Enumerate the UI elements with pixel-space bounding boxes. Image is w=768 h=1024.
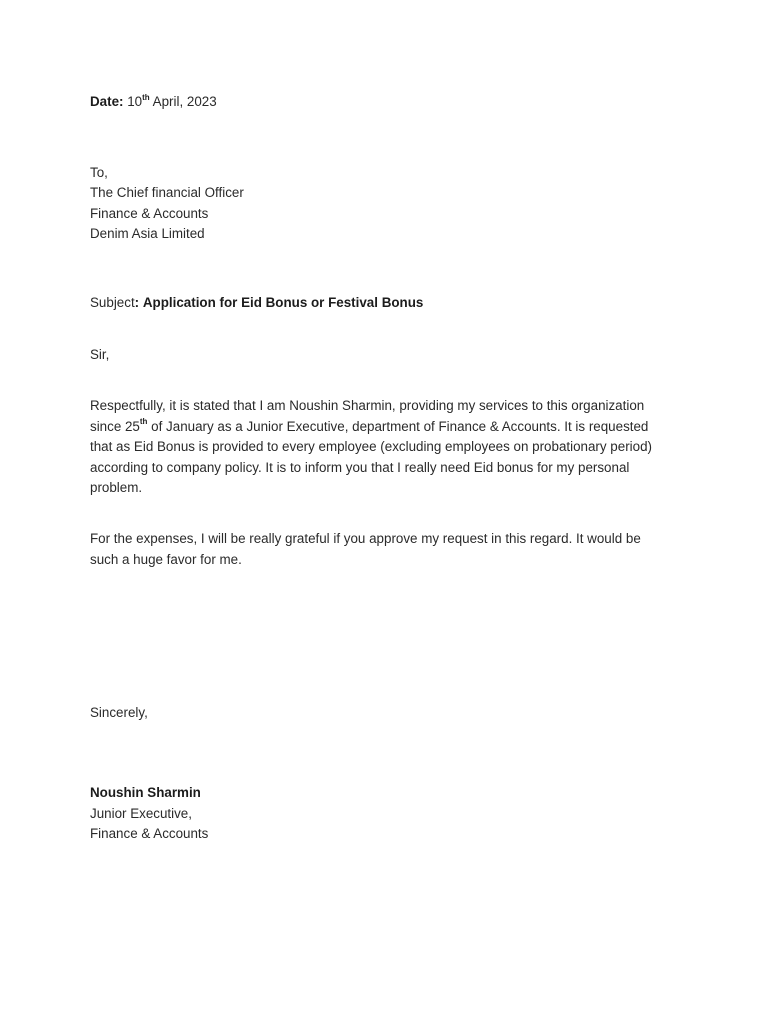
body-p1-line-2 (90, 417, 690, 438)
recipient-title: The Chief financial Officer (90, 185, 244, 200)
body-p2-line-1: For the expenses, I will be really grateful if you approve my request in this regard. It would be (90, 531, 641, 546)
date-label: Date: (90, 94, 124, 109)
date-day: 10 (127, 94, 143, 109)
recipient-department: Finance & Accounts (90, 206, 209, 221)
date-rest: April, 2023 (152, 94, 217, 109)
body-p1-line-3: that as Eid Bonus is provided to every employee (excluding employees on probationary period) (90, 439, 652, 455)
body-p1-line-2-pre: since 25 (90, 418, 140, 434)
body-p1-line-1: Respectfully, it is stated that I am Noushin Sharmin, providing my services to this organization (90, 398, 645, 413)
subject-label: Subject (90, 295, 135, 310)
closing: Sincerely, (90, 705, 148, 720)
body-paragraph-1 (90, 396, 690, 499)
recipient-company: Denim Asia Limited (90, 226, 205, 241)
body-paragraph-2 (90, 529, 690, 570)
signature-department: Finance & Accounts (90, 826, 209, 841)
subject-text: Application for Eid Bonus or Festival Bonus (142, 295, 424, 310)
signature-position: Junior Executive, (90, 806, 192, 821)
date-day-suffix: th (142, 92, 150, 102)
body-p2-line-2: such a huge favor for me. (90, 551, 242, 567)
recipient-to: To, (90, 165, 108, 180)
body-p1-line-2-sup: th (139, 417, 148, 427)
subject-line (90, 293, 423, 314)
signature-name: Noushin Sharmin (90, 785, 201, 800)
greeting: Sir, (90, 347, 110, 362)
date-line (90, 92, 217, 113)
body-p1-line-5: problem. (90, 480, 143, 496)
body-p1-line-2-post: of January as a Junior Executive, department of Finance & Accounts. It is requested (151, 418, 649, 434)
body-p1-line-4: according to company policy. It is to inform you that I really need Eid bonus for my personal (90, 459, 630, 475)
subject-colon: : (134, 295, 140, 310)
